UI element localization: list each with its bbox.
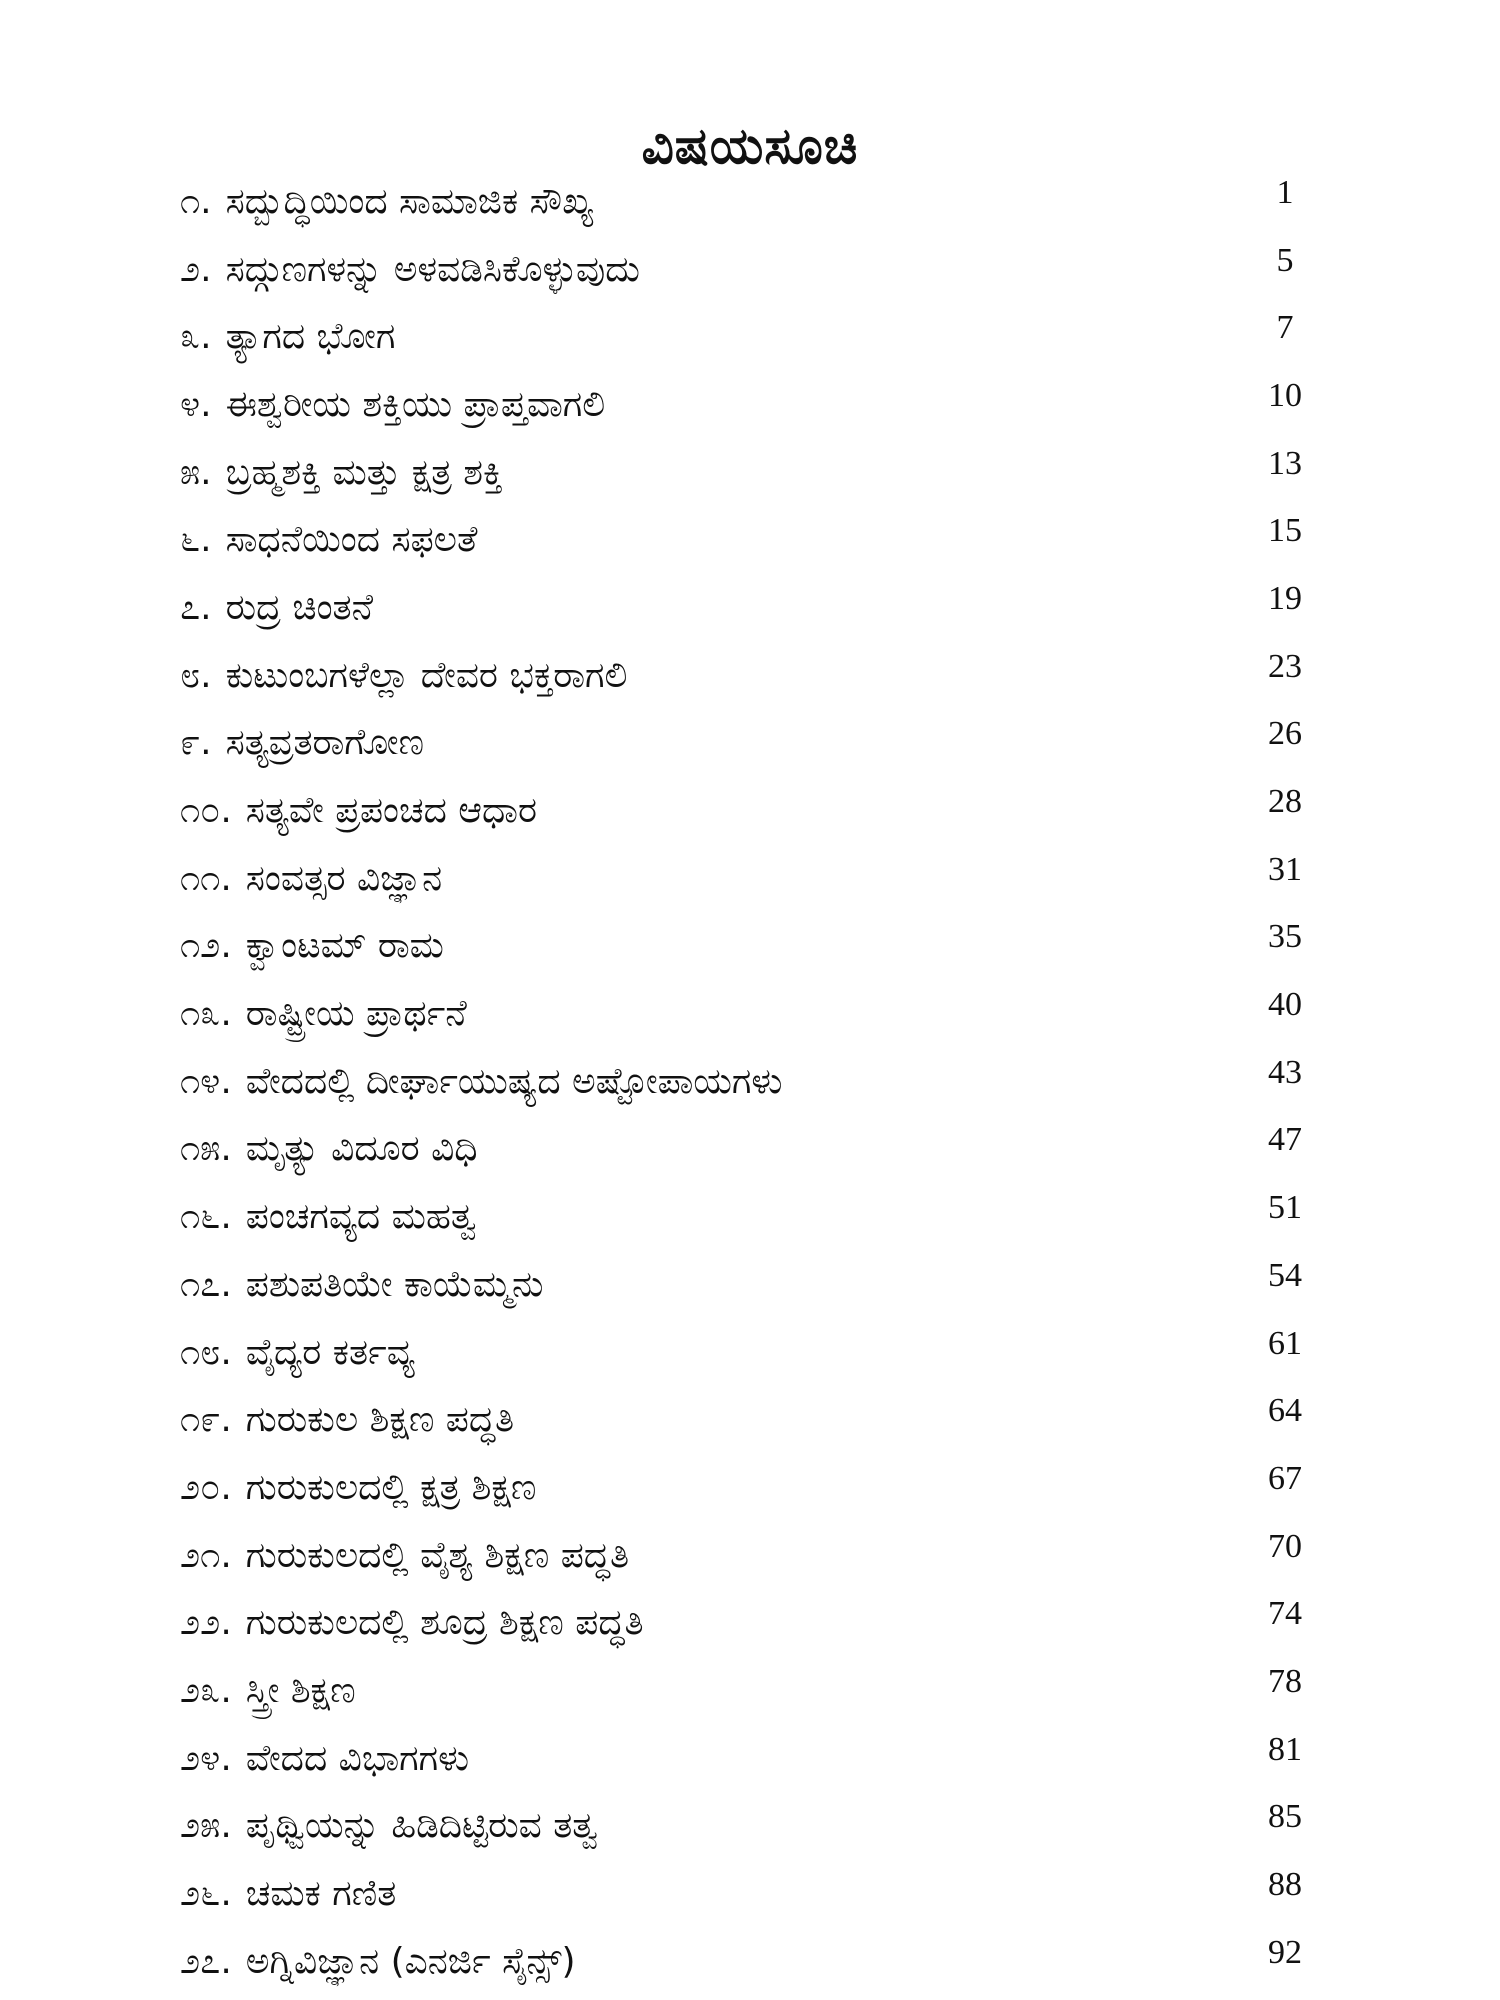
toc-entry-title: ಗುರುಕುಲ ಶಿಕ್ಷಣ ಪದ್ಧತಿ bbox=[245, 1399, 515, 1441]
toc-page-number: 47 bbox=[1268, 1121, 1302, 1159]
toc-entry-number: ೨೬. bbox=[180, 1873, 232, 1915]
toc-page-number: 19 bbox=[1268, 579, 1302, 617]
toc-entry bbox=[180, 1589, 1330, 1657]
toc-entry-text bbox=[180, 1399, 514, 1441]
toc-entry bbox=[180, 710, 1330, 778]
toc-entry-title: ಸ್ತ್ರೀ ಶಿಕ್ಷಣ bbox=[245, 1669, 356, 1711]
toc-page-number: 88 bbox=[1268, 1866, 1302, 1904]
toc-entry-text bbox=[180, 1670, 356, 1712]
toc-entry-number: ೧೫. bbox=[180, 1128, 232, 1170]
toc-entry bbox=[180, 1183, 1330, 1251]
toc-entry-title: ಈಶ್ವರೀಯ ಶಕ್ತಿಯು ಪ್ರಾಪ್ತವಾಗಲಿ bbox=[225, 383, 606, 425]
toc-entry-title: ಗುರುಕುಲದಲ್ಲಿ ವೈಶ್ಯ ಶಿಕ್ಷಣ ಪದ್ಧತಿ bbox=[245, 1534, 630, 1576]
toc-entry-text bbox=[180, 249, 640, 291]
toc-entry-title: ಸಂವತ್ಸರ ವಿಜ್ಞಾನ bbox=[245, 857, 443, 899]
toc-entry-title: ಸಾಧನೆಯಿಂದ ಸಫಲತೆ bbox=[225, 519, 478, 561]
toc-page-number: 26 bbox=[1268, 715, 1302, 753]
toc-entry-number: ೨೩. bbox=[180, 1669, 232, 1711]
toc-page-number: 74 bbox=[1268, 1595, 1302, 1633]
toc-entry-title: ವೈದ್ಯರ ಕರ್ತವ್ಯ bbox=[245, 1331, 415, 1373]
toc-entry-text bbox=[180, 925, 444, 967]
toc-entry bbox=[180, 1454, 1330, 1522]
toc-entry-text bbox=[180, 384, 605, 426]
toc-entry-number: ೯. bbox=[180, 722, 212, 764]
toc-entry-text bbox=[180, 1805, 598, 1847]
toc-entry-title: ಸದ್ಬುದ್ಧಿಯಿಂದ ಸಾಮಾಜಿಕ ಸೌಖ್ಯ bbox=[225, 180, 594, 222]
toc-entry-title: ಗುರುಕುಲದಲ್ಲಿ ಶೂದ್ರ ಶಿಕ್ಷಣ ಪದ್ಧತಿ bbox=[245, 1602, 644, 1644]
toc-entry bbox=[180, 371, 1330, 439]
toc-entry-title: ಗುರುಕುಲದಲ್ಲಿ ಕ್ಷತ್ರ ಶಿಕ್ಷಣ bbox=[245, 1466, 537, 1508]
toc-entry bbox=[180, 1386, 1330, 1454]
page-title: ವಿಷಯಸೂಚಿ bbox=[641, 116, 859, 175]
toc-entry-title: ಪಶುಪತಿಯೇ ಕಾಯೆಮ್ಮನು bbox=[245, 1263, 544, 1305]
toc-entry bbox=[180, 1793, 1330, 1861]
toc-page-number: 1 bbox=[1276, 173, 1294, 211]
toc-entry-text bbox=[180, 655, 627, 697]
toc-entry-title: ಬ್ರಹ್ಮಶಕ್ತಿ ಮತ್ತು ಕ್ಷತ್ರ ಶಕ್ತಿ bbox=[225, 451, 503, 493]
toc-entry-text bbox=[180, 1941, 576, 1983]
toc-page-number: 35 bbox=[1268, 918, 1302, 956]
toc-entry bbox=[180, 574, 1330, 642]
toc-entry-text bbox=[180, 1061, 782, 1103]
toc-entry-title: ಪೃಥ್ವಿಯನ್ನು ಹಿಡಿದಿಟ್ಟಿರುವ ತತ್ವ bbox=[245, 1805, 598, 1847]
toc-entry bbox=[180, 506, 1330, 574]
toc-entry-title: ಕ್ವಾಂಟಮ್ ರಾಮ bbox=[245, 925, 444, 967]
toc-entry-text bbox=[180, 1873, 396, 1915]
toc-entry-title: ಕುಟುಂಬಗಳೆಲ್ಲಾ ದೇವರ ಭಕ್ತರಾಗಲಿ bbox=[225, 654, 628, 696]
toc-page-number: 61 bbox=[1268, 1324, 1302, 1362]
toc-entry-text bbox=[180, 1196, 476, 1238]
toc-entry bbox=[180, 303, 1330, 371]
toc-entry-number: ೧. bbox=[180, 180, 212, 222]
toc-entry-text bbox=[180, 316, 395, 358]
toc-entry-text bbox=[180, 722, 424, 764]
toc-entry-title: ರಾಷ್ಟ್ರೀಯ ಪ್ರಾರ್ಥನೆ bbox=[245, 993, 467, 1035]
toc-entry bbox=[180, 439, 1330, 507]
toc-entry bbox=[180, 1522, 1330, 1590]
toc-page-number: 40 bbox=[1268, 986, 1302, 1024]
toc-page-number: 10 bbox=[1268, 376, 1302, 414]
toc-page-number: 43 bbox=[1268, 1053, 1302, 1091]
toc-entry bbox=[180, 913, 1330, 981]
toc-page-number: 5 bbox=[1276, 241, 1294, 279]
toc-entry-text bbox=[180, 1128, 478, 1170]
toc-entry-number: ೨೭. bbox=[180, 1940, 232, 1982]
toc-entry bbox=[180, 1116, 1330, 1184]
toc-page-number: 23 bbox=[1268, 647, 1302, 685]
toc-entry-number: ೨೦. bbox=[180, 1466, 232, 1508]
toc-entry-title: ವೇದದ ವಿಭಾಗಗಳು bbox=[245, 1737, 470, 1779]
toc-page-number: 70 bbox=[1268, 1527, 1302, 1565]
toc-page-number: 7 bbox=[1276, 309, 1294, 347]
toc-entry-number: ೨೨. bbox=[180, 1602, 232, 1644]
toc-page-number: 51 bbox=[1268, 1189, 1302, 1227]
toc-page-number: 81 bbox=[1268, 1730, 1302, 1768]
table-of-contents bbox=[180, 168, 1330, 1996]
toc-entry-number: ೧೨. bbox=[180, 925, 232, 967]
toc-entry-number: ೧೮. bbox=[180, 1331, 232, 1373]
toc-entry-number: ೧೧. bbox=[180, 857, 232, 899]
toc-entry-text bbox=[180, 587, 373, 629]
toc-entry-text bbox=[180, 181, 593, 223]
toc-page-number: 15 bbox=[1268, 512, 1302, 550]
toc-entry-number: ೬. bbox=[180, 519, 212, 561]
toc-entry-title: ಅಗ್ನಿವಿಜ್ಞಾನ (ಎನರ್ಜಿ ಸೈನ್ಸ್) bbox=[245, 1940, 576, 1982]
toc-page-number: 28 bbox=[1268, 783, 1302, 821]
toc-entry bbox=[180, 1928, 1330, 1996]
toc-page-number: 92 bbox=[1268, 1933, 1302, 1971]
toc-entry-title: ಸದ್ಗುಣಗಳನ್ನು ಅಳವಡಿಸಿಕೊಳ್ಳುವುದು bbox=[225, 248, 640, 290]
toc-entry-number: ೨. bbox=[180, 248, 212, 290]
toc-entry-number: ೨೫. bbox=[180, 1805, 232, 1847]
toc-entry-number: ೧೬. bbox=[180, 1196, 232, 1238]
toc-entry-title: ಮೃತ್ಯು ವಿದೂರ ವಿಧಿ bbox=[245, 1128, 478, 1170]
toc-entry-text bbox=[180, 1467, 536, 1509]
toc-page-number: 31 bbox=[1268, 850, 1302, 888]
toc-entry-number: ೧೦. bbox=[180, 790, 232, 832]
toc-entry bbox=[180, 845, 1330, 913]
toc-entry bbox=[180, 236, 1330, 304]
toc-entry bbox=[180, 1725, 1330, 1793]
toc-entry-number: ೪. bbox=[180, 383, 212, 425]
toc-entry-text bbox=[180, 858, 442, 900]
toc-entry bbox=[180, 168, 1330, 236]
toc-entry-text bbox=[180, 1332, 415, 1374]
toc-entry-title: ತ್ಯಾಗದ ಭೋಗ bbox=[225, 316, 396, 358]
toc-entry-number: ೫. bbox=[180, 451, 212, 493]
toc-page-number: 54 bbox=[1268, 1256, 1302, 1294]
toc-entry-number: ೧೩. bbox=[180, 993, 232, 1035]
toc-entry-number: ೮. bbox=[180, 654, 212, 696]
toc-entry bbox=[180, 1048, 1330, 1116]
toc-entry bbox=[180, 980, 1330, 1048]
toc-entry-text bbox=[180, 1535, 629, 1577]
toc-entry bbox=[180, 1319, 1330, 1387]
toc-entry bbox=[180, 1657, 1330, 1725]
toc-entry-title: ಸತ್ಯವ್ರತರಾಗೋಣ bbox=[225, 722, 425, 764]
toc-entry-text bbox=[180, 452, 503, 494]
toc-entry-text bbox=[180, 1602, 644, 1644]
toc-entry bbox=[180, 1860, 1330, 1928]
toc-entry-number: ೧೪. bbox=[180, 1060, 232, 1102]
toc-page-number: 78 bbox=[1268, 1662, 1302, 1700]
toc-entry-title: ರುದ್ರ ಚಿಂತನೆ bbox=[225, 586, 374, 628]
toc-entry bbox=[180, 1251, 1330, 1319]
toc-entry-number: ೧೯. bbox=[180, 1399, 232, 1441]
toc-page-number: 85 bbox=[1268, 1798, 1302, 1836]
toc-entry bbox=[180, 777, 1330, 845]
toc-page-number: 64 bbox=[1268, 1392, 1302, 1430]
toc-entry-text bbox=[180, 519, 478, 561]
toc-entry-title: ವೇದದಲ್ಲಿ ದೀರ್ಘಾಯುಷ್ಯದ ಅಷ್ಟೋಪಾಯಗಳು bbox=[245, 1060, 783, 1102]
toc-entry-number: ೨೧. bbox=[180, 1534, 232, 1576]
toc-entry-text bbox=[180, 993, 467, 1035]
toc-entry-number: ೩. bbox=[180, 316, 212, 358]
toc-entry-text bbox=[180, 790, 537, 832]
toc-entry bbox=[180, 642, 1330, 710]
toc-page-number: 67 bbox=[1268, 1459, 1302, 1497]
toc-entry-text bbox=[180, 1264, 543, 1306]
toc-entry-title: ಸತ್ಯವೇ ಪ್ರಪಂಚದ ಆಧಾರ bbox=[245, 790, 538, 832]
toc-page-number: 13 bbox=[1268, 444, 1302, 482]
toc-entry-title: ಪಂಚಗವ್ಯದ ಮಹತ್ವ bbox=[245, 1196, 477, 1238]
toc-entry-number: ೭. bbox=[180, 586, 212, 628]
toc-entry-text bbox=[180, 1738, 469, 1780]
toc-entry-number: ೨೪. bbox=[180, 1737, 232, 1779]
toc-entry-title: ಚಮಕ ಗಣಿತ bbox=[245, 1873, 397, 1915]
toc-entry-number: ೧೭. bbox=[180, 1263, 232, 1305]
